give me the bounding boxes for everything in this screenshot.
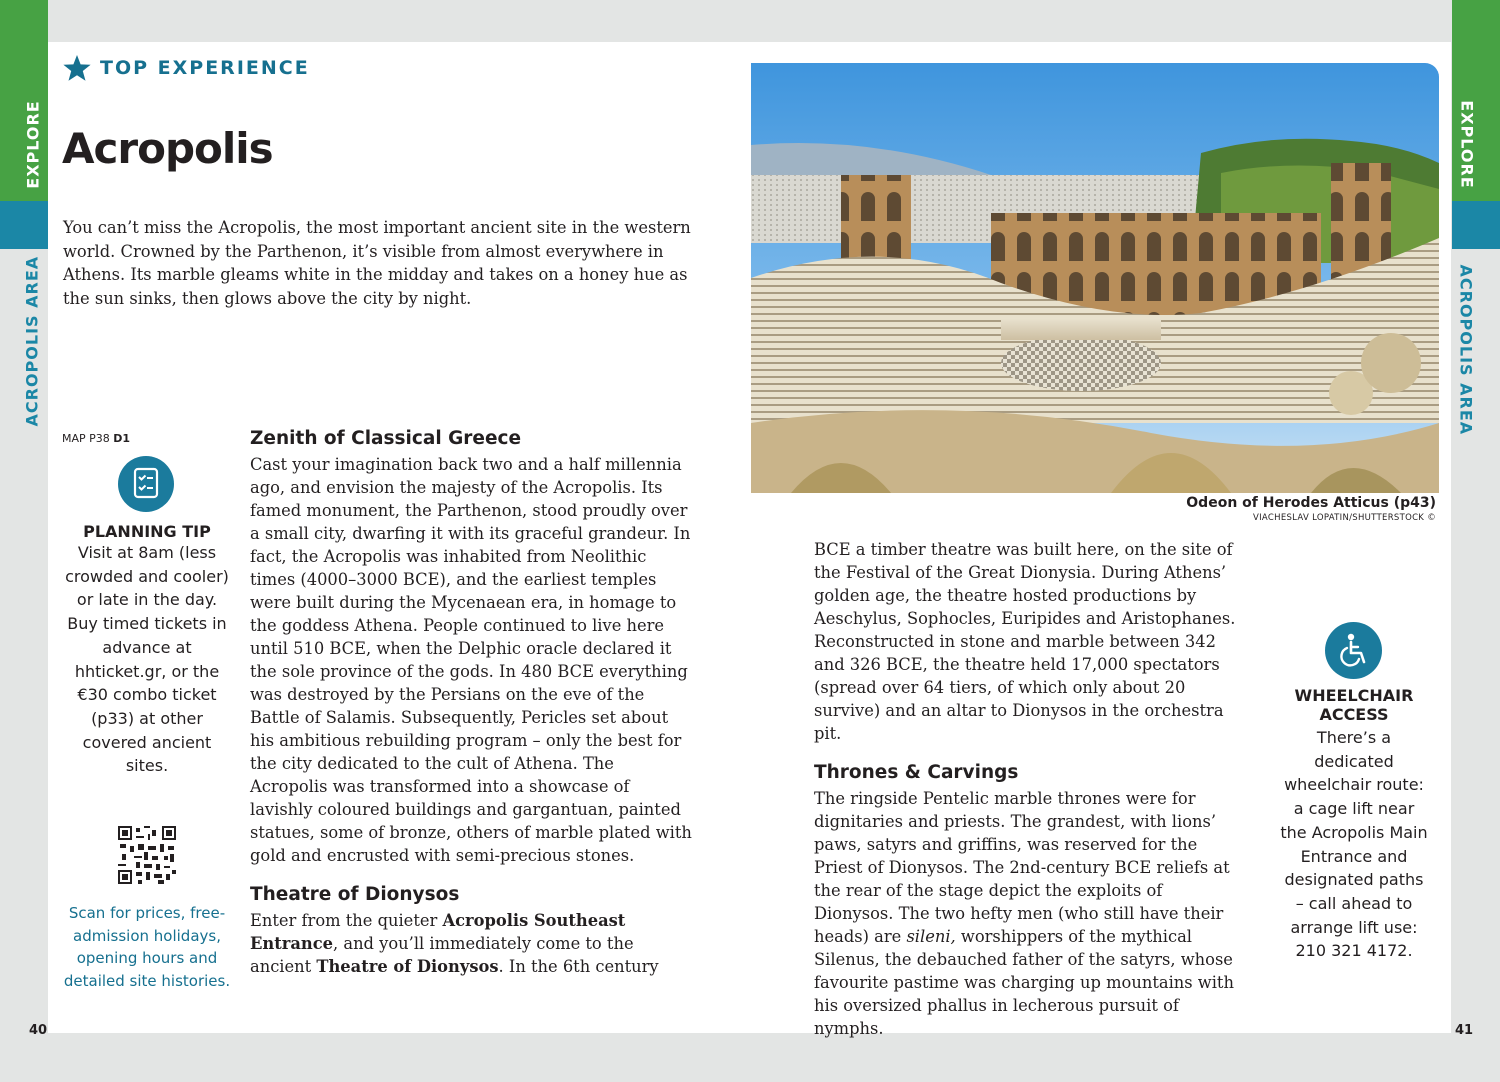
planning-sidebar: [62, 432, 232, 992]
theatre-continued-paragraph: BCE a timber theatre was built here, on the site of the Festival of the Great Dionysia. During Athens’ golden age, the theatre hosted productions by Aeschylus, Sophocles, Euripides and Aristophanes. Reconstructed in stone and marble between 342 and 326 BCE, the theatre held 17,000 spectators (spread over 64 tiers, of which only about 20 survive) and an altar to Dionysos in the orchestra pit.: [814, 540, 1236, 743]
page-number-right: 41: [1455, 1023, 1474, 1038]
area-tab-label-right: ACROPOLIS AREA: [1456, 264, 1476, 436]
zenith-heading: Zenith of Classical Greece: [250, 428, 522, 449]
wheelchair-heading: WHEELCHAIR ACCESS: [1294, 686, 1414, 724]
planning-tip-heading: PLANNING TIP: [83, 522, 211, 541]
odeon-illustration: [751, 63, 1439, 493]
photo-credit: VIACHESLAV LOPATIN/SHUTTERSTOCK ©: [1253, 513, 1436, 523]
page-title: Acropolis: [62, 124, 273, 173]
star-icon: [62, 54, 92, 82]
intro-paragraph: You can’t miss the Acropolis, the most important ancient site in the western world. Crowned by the Parthenon, it’s visible from almost everywhere in Athens. Its marble gleams white in the midday and takes on a honey hue as the sun sinks, then glows above the city by night.: [63, 218, 691, 308]
top-experience-text: TOP EXPERIENCE: [100, 57, 310, 79]
scan-qr-text: Scan for prices, free-admission holidays, opening hours and detailed site histories.: [63, 904, 231, 990]
theatre-of-dionysos: Theatre of Dionysos: [316, 957, 499, 976]
photo-caption: [1186, 495, 1436, 523]
teal-tab-left: [0, 201, 48, 249]
explore-tab-label-left: EXPLORE: [23, 100, 43, 189]
page-number-left: 40: [29, 1023, 48, 1038]
wheelchair-sidebar: [1279, 686, 1429, 963]
map-reference-grid: D1: [113, 432, 131, 445]
teal-tab-right: [1452, 201, 1500, 249]
sileni-term: sileni,: [906, 927, 956, 946]
theatre-heading: Theatre of Dionysos: [250, 884, 460, 905]
explore-tab-label-right: EXPLORE: [1457, 100, 1477, 189]
zenith-paragraph: Cast your imagination back two and a half millennia ago, and envision the majesty of the Acropolis. Its famed monument, the Parthenon, stood proudly over a small city, dwarfing it with its graceful grandeur. In fact, the Acropolis was inhabited from Neolithic times (4000–3000 BCE), and the earliest temples were built during the Mycenaean era, in homage to the goddess Athena. People continued to live here until 510 BCE, when the Delphic oracle declared it the sole province of the gods. In 480 BCE everything was destroyed by the Persians on the eve of the Battle of Salamis. Subsequently, Pericles set about his ambitious rebuilding program – only the best for the city dedicated to the cult of Athena. The Acropolis was transformed into a showcase of lavishly coloured buildings and gargantuan, painted statues, some of bronze, others of marble plated with gold and encrusted with semi-precious stones.: [250, 455, 692, 865]
checklist-icon: [118, 456, 174, 512]
map-reference: [62, 432, 232, 445]
southeast-entrance: Acropolis Southeast Entrance: [250, 911, 626, 953]
wheelchair-icon: [1325, 622, 1382, 679]
map-reference-page: MAP P38: [62, 432, 110, 445]
thrones-heading: Thrones & Carvings: [814, 762, 1019, 783]
middle-column: [250, 427, 695, 978]
qr-code-icon[interactable]: [118, 826, 176, 884]
odeon-photo: [751, 63, 1439, 493]
caption-text: Odeon of Herodes Atticus (p43): [1186, 495, 1436, 511]
theatre-paragraph: Enter from the quieter Acropolis Southeast Entrance, and you’ll immediately come to the ancient Theatre of Dionysos. In the 6th century: [250, 911, 659, 976]
top-experience-label: [62, 54, 310, 82]
area-tab-label-left: ACROPOLIS AREA: [22, 255, 42, 427]
thrones-paragraph: The ringside Pentelic marble thrones were for dignitaries and priests. The grandest, with lions’ paws, satyrs and griffins, was reserved for the Priest of Dionysos. The 2nd-century BCE reliefs at the rear of the stage depict the exploits of Dionysos. The two hefty men (who still have their heads) are sileni, worshippers of the mythical Silenus, the debauched father of the satyrs, whose favourite pastime was charging up mountains with his oversized phallus in lecherous pursuit of nymphs.: [814, 789, 1234, 1038]
right-column: [814, 538, 1244, 1040]
planning-tip-text: Visit at 8am (less crowded and cooler) or late in the day. Buy timed tickets in advance at hhticket.gr, or the €30 combo ticket (p33) at other covered ancient sites.: [65, 543, 229, 776]
wheelchair-text: There’s a dedicated wheelchair route: a cage lift near the Acropolis Main Entrance and designated paths – call ahead to arrange lift use: 210 321 4172.: [1280, 728, 1428, 961]
